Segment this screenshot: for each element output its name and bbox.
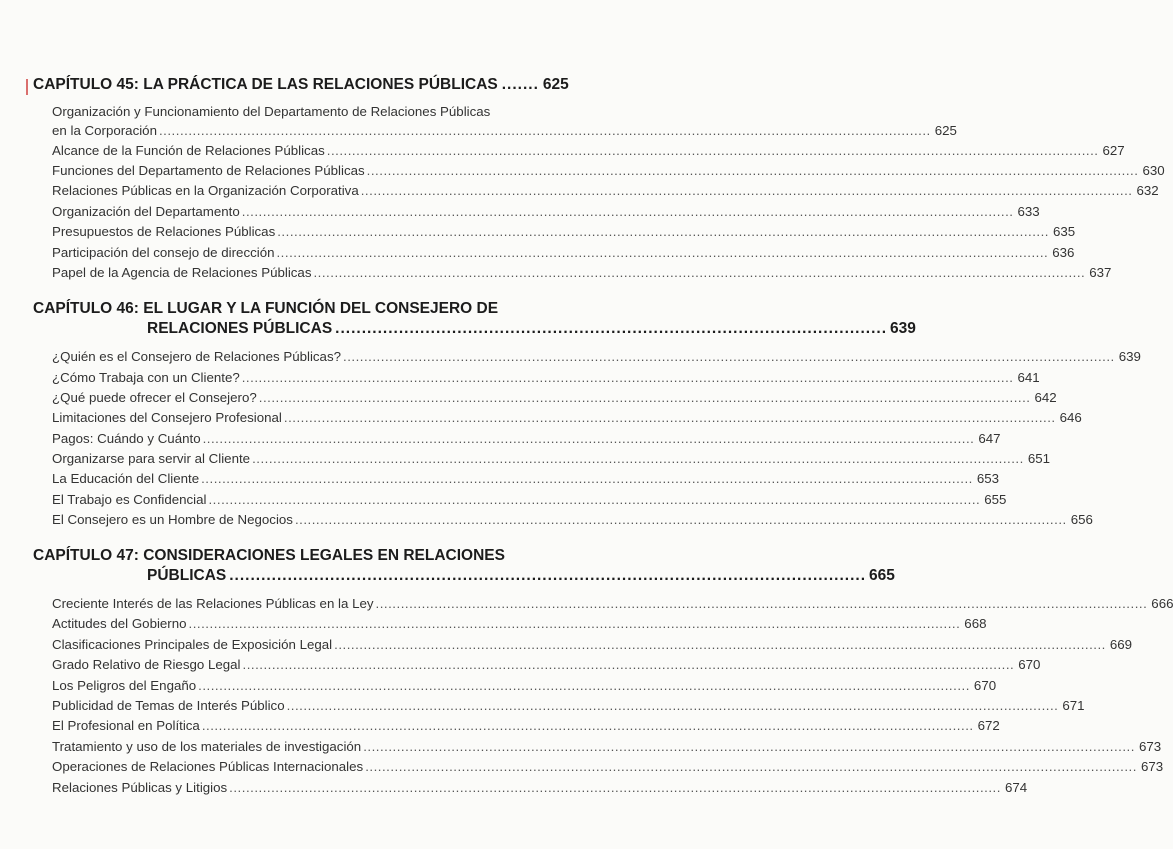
toc-entry-label: Relaciones Públicas y Litigios: [52, 780, 228, 795]
toc-entry: [52, 245, 1075, 260]
toc-entry: [52, 370, 1040, 385]
toc-entry-label: Relaciones Públicas en la Organización Corporativa: [52, 183, 359, 198]
toc-entry-label: ¿Quién es el Consejero de Relaciones Públicas?: [52, 349, 341, 364]
toc-page-number: 669: [1109, 637, 1133, 652]
toc-entry-label: El Profesional en Política: [52, 718, 200, 733]
toc-entry: [52, 492, 1007, 507]
toc-page-number: 639: [1118, 349, 1141, 364]
leader-dots: ........................................................................................................................................................................................: [286, 698, 1059, 713]
toc-page-number: 653: [976, 471, 1000, 486]
chapter-page-number: 665: [869, 567, 895, 584]
toc-entry: [52, 349, 1141, 364]
leader-dots: ........................................................................................................................................................................................: [294, 512, 1067, 527]
toc-entry-label: Los Peligros del Engaño: [52, 678, 197, 693]
leader-dots: ........................................................................................................................................................................................: [208, 492, 981, 507]
chapter-page-number: 639: [890, 320, 916, 337]
toc-entry-label: Creciente Interés de las Relaciones Públicas en la Ley: [52, 596, 374, 611]
leader-dots: ........................................................................................................................................................................................: [241, 204, 1014, 219]
toc-entry: [52, 224, 1076, 239]
toc-page-number: 633: [1017, 204, 1040, 219]
toc-entry: [52, 759, 1164, 774]
chapter-title-continued: [147, 567, 895, 585]
leader-dots: ........................................................................................................................................................................................: [363, 739, 1135, 754]
toc-page-number: 673: [1140, 759, 1164, 774]
toc-page-number: 641: [1017, 370, 1040, 385]
toc-entry-label: La Educación del Cliente: [52, 471, 200, 486]
toc-entry: [52, 123, 957, 138]
toc-page-number: 637: [1089, 265, 1112, 280]
toc-entry-label: El Consejero es un Hombre de Negocios: [52, 512, 293, 527]
toc-page-number: 642: [1034, 390, 1057, 405]
leader-dots: ........................................................................................................: [335, 320, 888, 337]
toc-page-number: 670: [1018, 657, 1041, 672]
toc-entry-label: Papel de la Agencia de Relaciones Públicas: [52, 265, 312, 280]
toc-entry: [52, 698, 1085, 713]
chapter-title: [33, 76, 569, 94]
leader-dots: ........................................................................................................................................................................................: [343, 349, 1115, 364]
toc-entry: [52, 183, 1159, 198]
toc-entry-label: ¿Qué puede ofrecer el Consejero?: [52, 390, 257, 405]
toc-page-number: 666: [1151, 596, 1173, 611]
leader-dots: ........................................................................................................................................................................................: [277, 224, 1049, 239]
chapter-title-text: CAPÍTULO 45: LA PRÁCTICA DE LAS RELACIONES PÚBLICAS: [33, 76, 498, 93]
toc-entry: [52, 471, 1000, 486]
toc-page-number: 655: [984, 492, 1007, 507]
toc-entry: [52, 780, 1028, 795]
leader-dots: ........................................................................................................................................................................................: [334, 637, 1106, 652]
toc-page-number: 647: [978, 431, 1001, 446]
toc-page-number: 630: [1142, 163, 1165, 178]
toc-page-number: 673: [1138, 739, 1162, 754]
leader-dots: ........................................................................................................................................................................................: [188, 616, 961, 631]
leader-dots: ........................................................................................................................: [229, 567, 867, 584]
leader-dots: ........................................................................................................................................................................................: [375, 596, 1148, 611]
toc-entry: [52, 265, 1112, 280]
toc-page-number: 668: [964, 616, 987, 631]
toc-entry: [52, 739, 1162, 754]
toc-entry-label: Organización del Departamento: [52, 204, 240, 219]
leader-dots: ........................................................................................................................................................................................: [283, 410, 1056, 425]
toc-entry-label: Grado Relativo de Riesgo Legal: [52, 657, 241, 672]
toc-page-number: 674: [1004, 780, 1028, 795]
leader-dots: ........................................................................................................................................................................................: [276, 245, 1049, 260]
leader-dots: ........................................................................................................................................................................................: [360, 183, 1133, 198]
toc-entry: [52, 410, 1082, 425]
chapter-title: CAPÍTULO 47: CONSIDERACIONES LEGALES EN RELACIONES: [33, 547, 505, 564]
toc-entry-label: Publicidad de Temas de Interés Público: [52, 698, 285, 713]
toc-entry-label: Tratamiento y uso de los materiales de investigación: [52, 739, 362, 754]
chapter-title: CAPÍTULO 46: EL LUGAR Y LA FUNCIÓN DEL CONSEJERO DE: [33, 300, 499, 317]
leader-dots: ........................................................................................................................................................................................: [258, 390, 1031, 405]
leader-dots: ........................................................................................................................................................................................: [201, 718, 974, 733]
toc-entry-label: El Trabajo es Confidencial: [52, 492, 207, 507]
toc-entry-label: Funciones del Departamento de Relaciones Públicas: [52, 163, 365, 178]
toc-entry: [52, 512, 1093, 527]
toc-entry: [52, 678, 997, 693]
toc-entry: [52, 596, 1173, 611]
toc-entry: [52, 637, 1133, 652]
toc-entry: [52, 204, 1040, 219]
toc-entry: [52, 143, 1125, 158]
toc-entry: [52, 657, 1041, 672]
toc-entry-label: Actitudes del Gobierno: [52, 616, 187, 631]
toc-entry: [52, 390, 1057, 405]
leader-dots: ........................................................................................................................................................................................: [365, 759, 1137, 774]
leader-dots: ........................................................................................................................................................................................: [241, 370, 1014, 385]
toc-entry-label: Participación del consejo de dirección: [52, 245, 275, 260]
toc-entry-label: Clasificaciones Principales de Exposición Legal: [52, 637, 333, 652]
toc-page-number: 625: [934, 123, 957, 138]
chapter-title-text: RELACIONES PÚBLICAS: [147, 320, 333, 337]
toc-entry: [52, 163, 1165, 178]
toc-page-number: 656: [1070, 512, 1093, 527]
chapter-title-continued: [147, 320, 916, 338]
toc-entry-label: Organizarse para servir al Cliente: [52, 451, 251, 466]
toc-entry: [52, 451, 1051, 466]
toc-entry-label: Limitaciones del Consejero Profesional: [52, 410, 282, 425]
toc-entry: [52, 718, 1000, 733]
leader-dots: .......: [501, 76, 539, 93]
toc-page-number: 671: [1062, 698, 1085, 713]
toc-page-number: 670: [973, 678, 997, 693]
leader-dots: ........................................................................................................................................................................................: [158, 123, 931, 138]
toc-page-number: 646: [1059, 410, 1082, 425]
toc-entry-label: Pagos: Cuándo y Cuánto: [52, 431, 201, 446]
toc-page-number: 651: [1027, 451, 1051, 466]
toc-entry-label: Presupuestos de Relaciones Públicas: [52, 224, 276, 239]
toc-entry-label: Alcance de la Función de Relaciones Públicas: [52, 143, 325, 158]
margin-mark: [26, 79, 28, 95]
leader-dots: ........................................................................................................................................................................................: [229, 780, 1001, 795]
leader-dots: ........................................................................................................................................................................................: [201, 471, 973, 486]
toc-page-number: 627: [1102, 143, 1125, 158]
toc-page-number: 672: [977, 718, 1000, 733]
leader-dots: ........................................................................................................................................................................................: [326, 143, 1099, 158]
toc-page-number: 635: [1053, 224, 1076, 239]
toc-page-number: 632: [1136, 183, 1159, 198]
toc-entry: [52, 431, 1001, 446]
toc-entry-label: ¿Cómo Trabaja con un Cliente?: [52, 370, 240, 385]
leader-dots: ........................................................................................................................................................................................: [198, 678, 970, 693]
leader-dots: ........................................................................................................................................................................................: [252, 451, 1024, 466]
leader-dots: ........................................................................................................................................................................................: [313, 265, 1086, 280]
toc-entry-label: Organización y Funcionamiento del Departamento de Relaciones Públicas: [52, 104, 491, 119]
toc-entry: [52, 616, 987, 631]
toc-entry-label: Operaciones de Relaciones Públicas Internacionales: [52, 759, 364, 774]
chapter-title-text: PÚBLICAS: [147, 567, 227, 584]
leader-dots: ........................................................................................................................................................................................: [202, 431, 975, 446]
chapter-page-number: 625: [542, 76, 569, 93]
toc-page-number: 636: [1052, 245, 1075, 260]
toc-entry-label: en la Corporación: [52, 123, 157, 138]
leader-dots: ........................................................................................................................................................................................: [242, 657, 1015, 672]
leader-dots: ........................................................................................................................................................................................: [366, 163, 1139, 178]
